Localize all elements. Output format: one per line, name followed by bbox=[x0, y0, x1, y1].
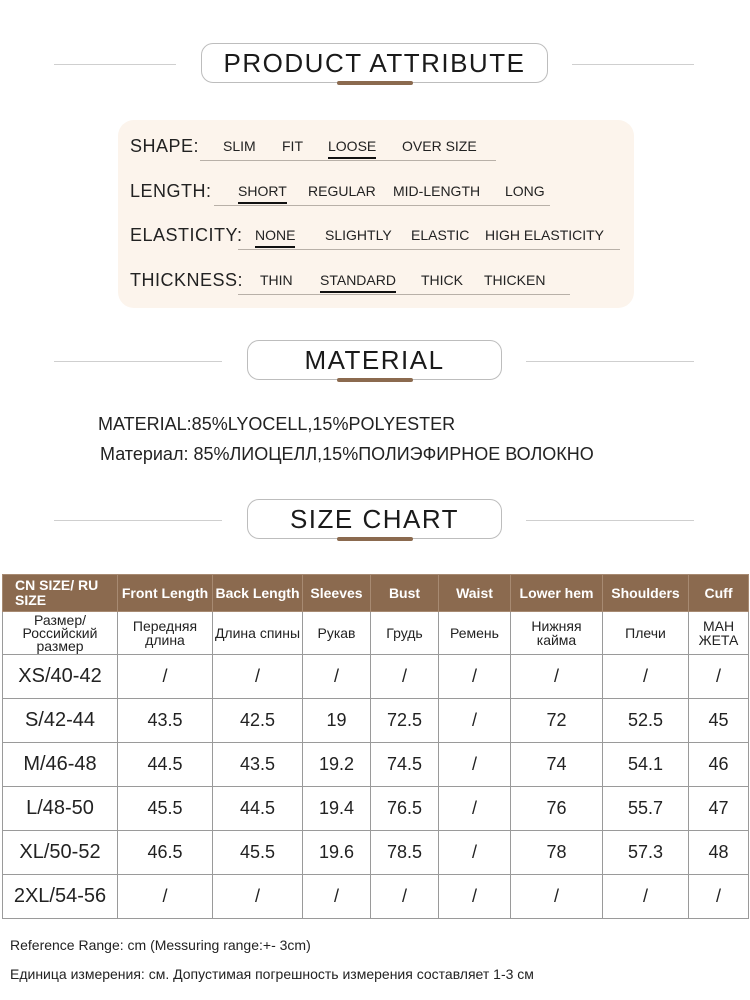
title-accent-bar bbox=[337, 378, 413, 382]
table-cell: 78 bbox=[511, 831, 603, 875]
size-chart-title-pill bbox=[247, 499, 502, 539]
table-cell: / bbox=[439, 655, 511, 699]
table-cell: / bbox=[303, 655, 371, 699]
table-cell: 76.5 bbox=[371, 787, 439, 831]
attribute-option: ELASTIC bbox=[411, 227, 470, 243]
table-cell: / bbox=[371, 875, 439, 919]
header-waist: Waist bbox=[439, 575, 511, 612]
material-title: MATERIAL bbox=[304, 344, 445, 375]
table-cell: / bbox=[439, 787, 511, 831]
header-ru-cell: Плечи bbox=[603, 612, 689, 655]
table-cell: / bbox=[118, 655, 213, 699]
table-cell: 45.5 bbox=[213, 831, 303, 875]
header-lower-hem: Lower hem bbox=[511, 575, 603, 612]
attribute-option: REGULAR bbox=[308, 183, 376, 199]
table-cell: 57.3 bbox=[603, 831, 689, 875]
header-back-length: Back Length bbox=[213, 575, 303, 612]
divider-left bbox=[54, 64, 176, 65]
table-header-row-ru bbox=[3, 612, 749, 655]
attribute-label: ELASTICITY: bbox=[130, 225, 243, 245]
divider-left bbox=[54, 361, 222, 362]
attribute-label: SHAPE: bbox=[130, 136, 200, 156]
table-cell: / bbox=[439, 743, 511, 787]
table-cell: 46 bbox=[689, 743, 749, 787]
table-cell: / bbox=[689, 875, 749, 919]
table-cell: 48 bbox=[689, 831, 749, 875]
attribute-option: LONG bbox=[505, 183, 545, 199]
table-cell: / bbox=[511, 875, 603, 919]
table-cell: 45 bbox=[689, 699, 749, 743]
header-ru-cell: Ремень bbox=[439, 612, 511, 655]
attribute-option: OVER SIZE bbox=[402, 138, 477, 154]
table-cell: 74 bbox=[511, 743, 603, 787]
attribute-option-selected: STANDARD bbox=[320, 272, 396, 288]
size-label: XL/50-52 bbox=[3, 831, 118, 875]
table-cell: 19 bbox=[303, 699, 371, 743]
header-ru-cell: МАН ЖЕТА bbox=[689, 612, 749, 655]
table-cell: 44.5 bbox=[118, 743, 213, 787]
divider-left bbox=[54, 520, 222, 521]
material-text-en: MATERIAL:85%LYOCELL,15%POLYESTER bbox=[98, 414, 456, 434]
table-cell: / bbox=[213, 655, 303, 699]
material-header bbox=[0, 340, 750, 384]
header-size: CN SIZE/ RU SIZE bbox=[3, 575, 118, 612]
table-cell: / bbox=[371, 655, 439, 699]
table-cell: 54.1 bbox=[603, 743, 689, 787]
table-row bbox=[3, 831, 749, 875]
size-chart-table bbox=[2, 574, 749, 919]
table-header-row bbox=[3, 575, 749, 612]
material-text-ru: Материал: 85%ЛИОЦЕЛЛ,15%ПОЛИЭФИРНОЕ ВОЛОКНО bbox=[100, 444, 594, 464]
reference-range-en: Reference Range: cm (Messuring range:+- 3cm) bbox=[10, 937, 311, 953]
size-chart-title: SIZE CHART bbox=[289, 503, 460, 534]
table-cell: / bbox=[439, 831, 511, 875]
attribute-option: SLIM bbox=[223, 138, 256, 154]
table-cell: 42.5 bbox=[213, 699, 303, 743]
size-label: M/46-48 bbox=[3, 743, 118, 787]
table-row bbox=[3, 787, 749, 831]
attribute-option: THICK bbox=[421, 272, 463, 288]
table-cell: 76 bbox=[511, 787, 603, 831]
table-cell: 19.4 bbox=[303, 787, 371, 831]
table-row bbox=[3, 699, 749, 743]
header-cuff: Cuff bbox=[689, 575, 749, 612]
header-ru-cell: Длина спины bbox=[213, 612, 303, 655]
table-cell: / bbox=[603, 875, 689, 919]
attribute-baseline bbox=[200, 160, 496, 161]
table-cell: / bbox=[118, 875, 213, 919]
table-cell: / bbox=[603, 655, 689, 699]
table-cell: 47 bbox=[689, 787, 749, 831]
size-label: S/42-44 bbox=[3, 699, 118, 743]
table-cell: 44.5 bbox=[213, 787, 303, 831]
attribute-option: MID-LENGTH bbox=[393, 183, 481, 199]
divider-right bbox=[526, 361, 694, 362]
attribute-label: LENGTH: bbox=[130, 181, 212, 201]
title-accent-bar bbox=[337, 81, 413, 85]
attribute-option: THICKEN bbox=[484, 272, 546, 288]
table-cell: 19.6 bbox=[303, 831, 371, 875]
header-ru-size: Размер/ Российский размер bbox=[3, 612, 118, 655]
attribute-panel bbox=[118, 120, 634, 308]
table-cell: 72 bbox=[511, 699, 603, 743]
attribute-option: FIT bbox=[282, 138, 303, 154]
attribute-row-thickness bbox=[118, 266, 634, 296]
attribute-row-elasticity bbox=[118, 221, 634, 251]
table-row bbox=[3, 875, 749, 919]
attribute-row-shape bbox=[118, 132, 634, 162]
reference-range-ru: Единица измерения: см. Допустимая погрешность измерения составляет 1-3 см bbox=[10, 966, 534, 982]
table-cell: / bbox=[689, 655, 749, 699]
table-cell: / bbox=[511, 655, 603, 699]
header-bust: Bust bbox=[371, 575, 439, 612]
table-cell: 45.5 bbox=[118, 787, 213, 831]
product-attribute-title: PRODUCT ATTRIBUTE bbox=[223, 47, 526, 78]
attribute-baseline bbox=[238, 294, 570, 295]
attribute-row-length bbox=[118, 177, 634, 207]
attribute-option: SLIGHTLY bbox=[325, 227, 392, 243]
header-ru-cell: Передняя длина bbox=[118, 612, 213, 655]
table-cell: / bbox=[439, 699, 511, 743]
table-cell: 52.5 bbox=[603, 699, 689, 743]
size-label: 2XL/54-56 bbox=[3, 875, 118, 919]
table-cell: / bbox=[439, 875, 511, 919]
product-attribute-header bbox=[0, 43, 750, 87]
attribute-baseline bbox=[238, 249, 620, 250]
table-cell: 46.5 bbox=[118, 831, 213, 875]
table-cell: 78.5 bbox=[371, 831, 439, 875]
table-cell: 55.7 bbox=[603, 787, 689, 831]
divider-right bbox=[526, 520, 694, 521]
table-cell: 43.5 bbox=[118, 699, 213, 743]
attribute-label: THICKNESS: bbox=[130, 270, 244, 290]
attribute-baseline bbox=[214, 205, 550, 206]
product-attribute-title-pill bbox=[201, 43, 548, 83]
header-ru-cell: Грудь bbox=[371, 612, 439, 655]
size-chart-header bbox=[0, 499, 750, 543]
table-row bbox=[3, 655, 749, 699]
header-shoulders: Shoulders bbox=[603, 575, 689, 612]
header-ru-cell: Нижняя кайма bbox=[511, 612, 603, 655]
header-sleeves: Sleeves bbox=[303, 575, 371, 612]
table-cell: 72.5 bbox=[371, 699, 439, 743]
header-ru-cell: Рукав bbox=[303, 612, 371, 655]
header-front-length: Front Length bbox=[118, 575, 213, 612]
table-row bbox=[3, 743, 749, 787]
size-label: XS/40-42 bbox=[3, 655, 118, 699]
table-cell: 74.5 bbox=[371, 743, 439, 787]
attribute-option: THIN bbox=[260, 272, 293, 288]
divider-right bbox=[572, 64, 694, 65]
attribute-option-selected: SHORT bbox=[238, 183, 287, 199]
material-title-pill bbox=[247, 340, 502, 380]
table-cell: 43.5 bbox=[213, 743, 303, 787]
table-cell: / bbox=[303, 875, 371, 919]
attribute-option-selected: NONE bbox=[255, 227, 296, 243]
title-accent-bar bbox=[337, 537, 413, 541]
table-cell: 19.2 bbox=[303, 743, 371, 787]
size-label: L/48-50 bbox=[3, 787, 118, 831]
table-cell: / bbox=[213, 875, 303, 919]
attribute-option-selected: LOOSE bbox=[328, 138, 377, 154]
attribute-option: HIGH ELASTICITY bbox=[485, 227, 605, 243]
